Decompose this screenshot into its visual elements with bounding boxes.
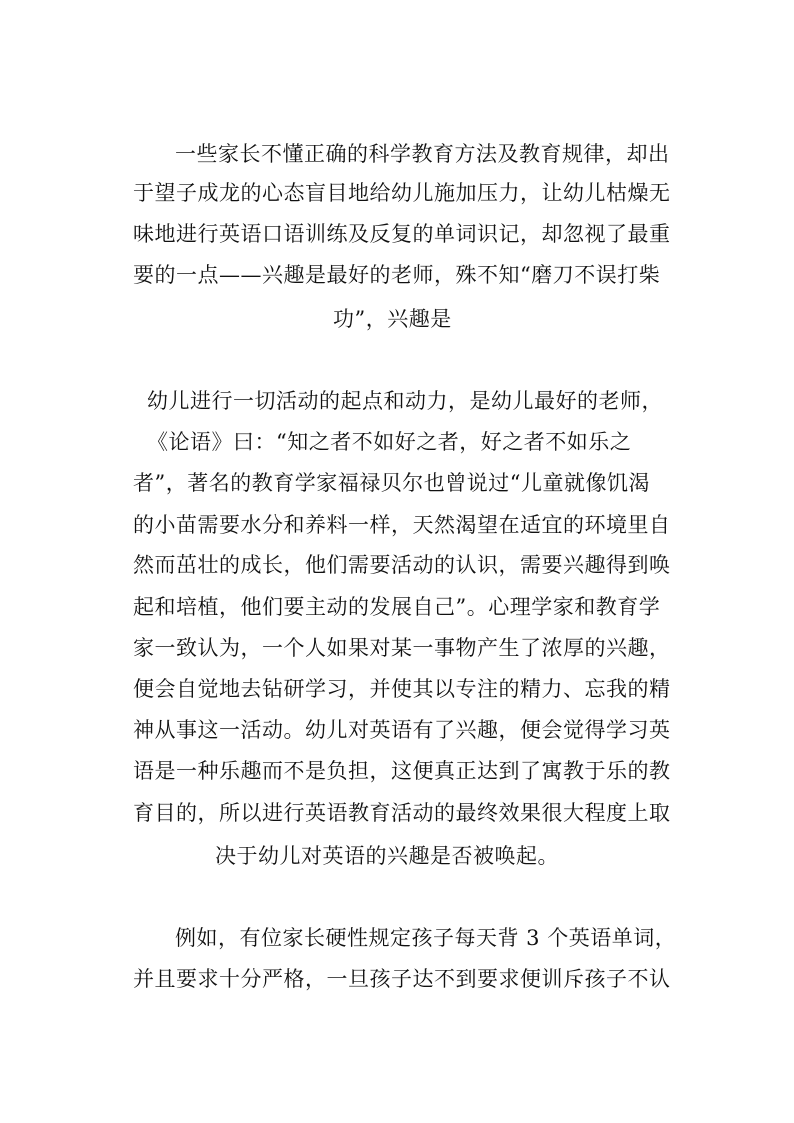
p2-line-3: 者”，著名的教育学家福禄贝尔也曾说过“儿童就像饥渴 (133, 471, 650, 495)
p1-line-3: 味地进行英语口语训练及反复的单词识记，却忽视了最重 (133, 222, 671, 246)
p2-line-4: 的小苗需要水分和养料一样，天然渴望在适宜的环境里自 (133, 513, 671, 537)
p1-line-2: 于望子成龙的心态盲目地给幼儿施加压力，让幼儿枯燥无 (133, 181, 671, 205)
p2-line-12: 决于幼儿对英语的兴趣是否被唤起。 (215, 844, 559, 868)
p2-line-11: 育目的，所以进行英语教育活动的最终效果很大程度上取 (133, 801, 671, 825)
p3-line-2: 并且要求十分严格，一旦孩子达不到要求便训斥孩子不认 (133, 967, 671, 991)
p2-line-1: 幼儿进行一切活动的起点和动力，是幼儿最好的老师， (147, 389, 663, 413)
p2-line-2: 《论语》曰：“知之者不如好之者，好之者不如乐之 (147, 430, 632, 454)
p2-line-6: 起和培植，他们要主动的发展自己”。心理学家和教育学 (133, 595, 661, 619)
p2-line-9: 神从事这一活动。幼儿对英语有了兴趣，便会觉得学习英 (133, 718, 671, 742)
p2-line-10: 语是一种乐趣而不是负担，这便真正达到了寓教于乐的教 (133, 759, 671, 783)
p3-line-1: 例如，有位家长硬性规定孩子每天背 3 个英语单词， (175, 926, 677, 950)
p1-line-4: 要的一点——兴趣是最好的老师，殊不知“磨刀不误打柴 (133, 263, 661, 287)
p1-line-5: 功”，兴趣是 (333, 307, 452, 331)
p2-line-5: 然而茁壮的成长，他们需要活动的认识，需要兴趣得到唤 (133, 553, 671, 577)
p2-line-8: 便会自觉地去钻研学习，并使其以专注的精力、忘我的精 (133, 677, 671, 701)
p1-line-1: 一些家长不懂正确的科学教育方法及教育规律，却出 (175, 142, 670, 166)
p2-line-7: 家一致认为，一个人如果对某一事物产生了浓厚的兴趣， (133, 636, 671, 660)
